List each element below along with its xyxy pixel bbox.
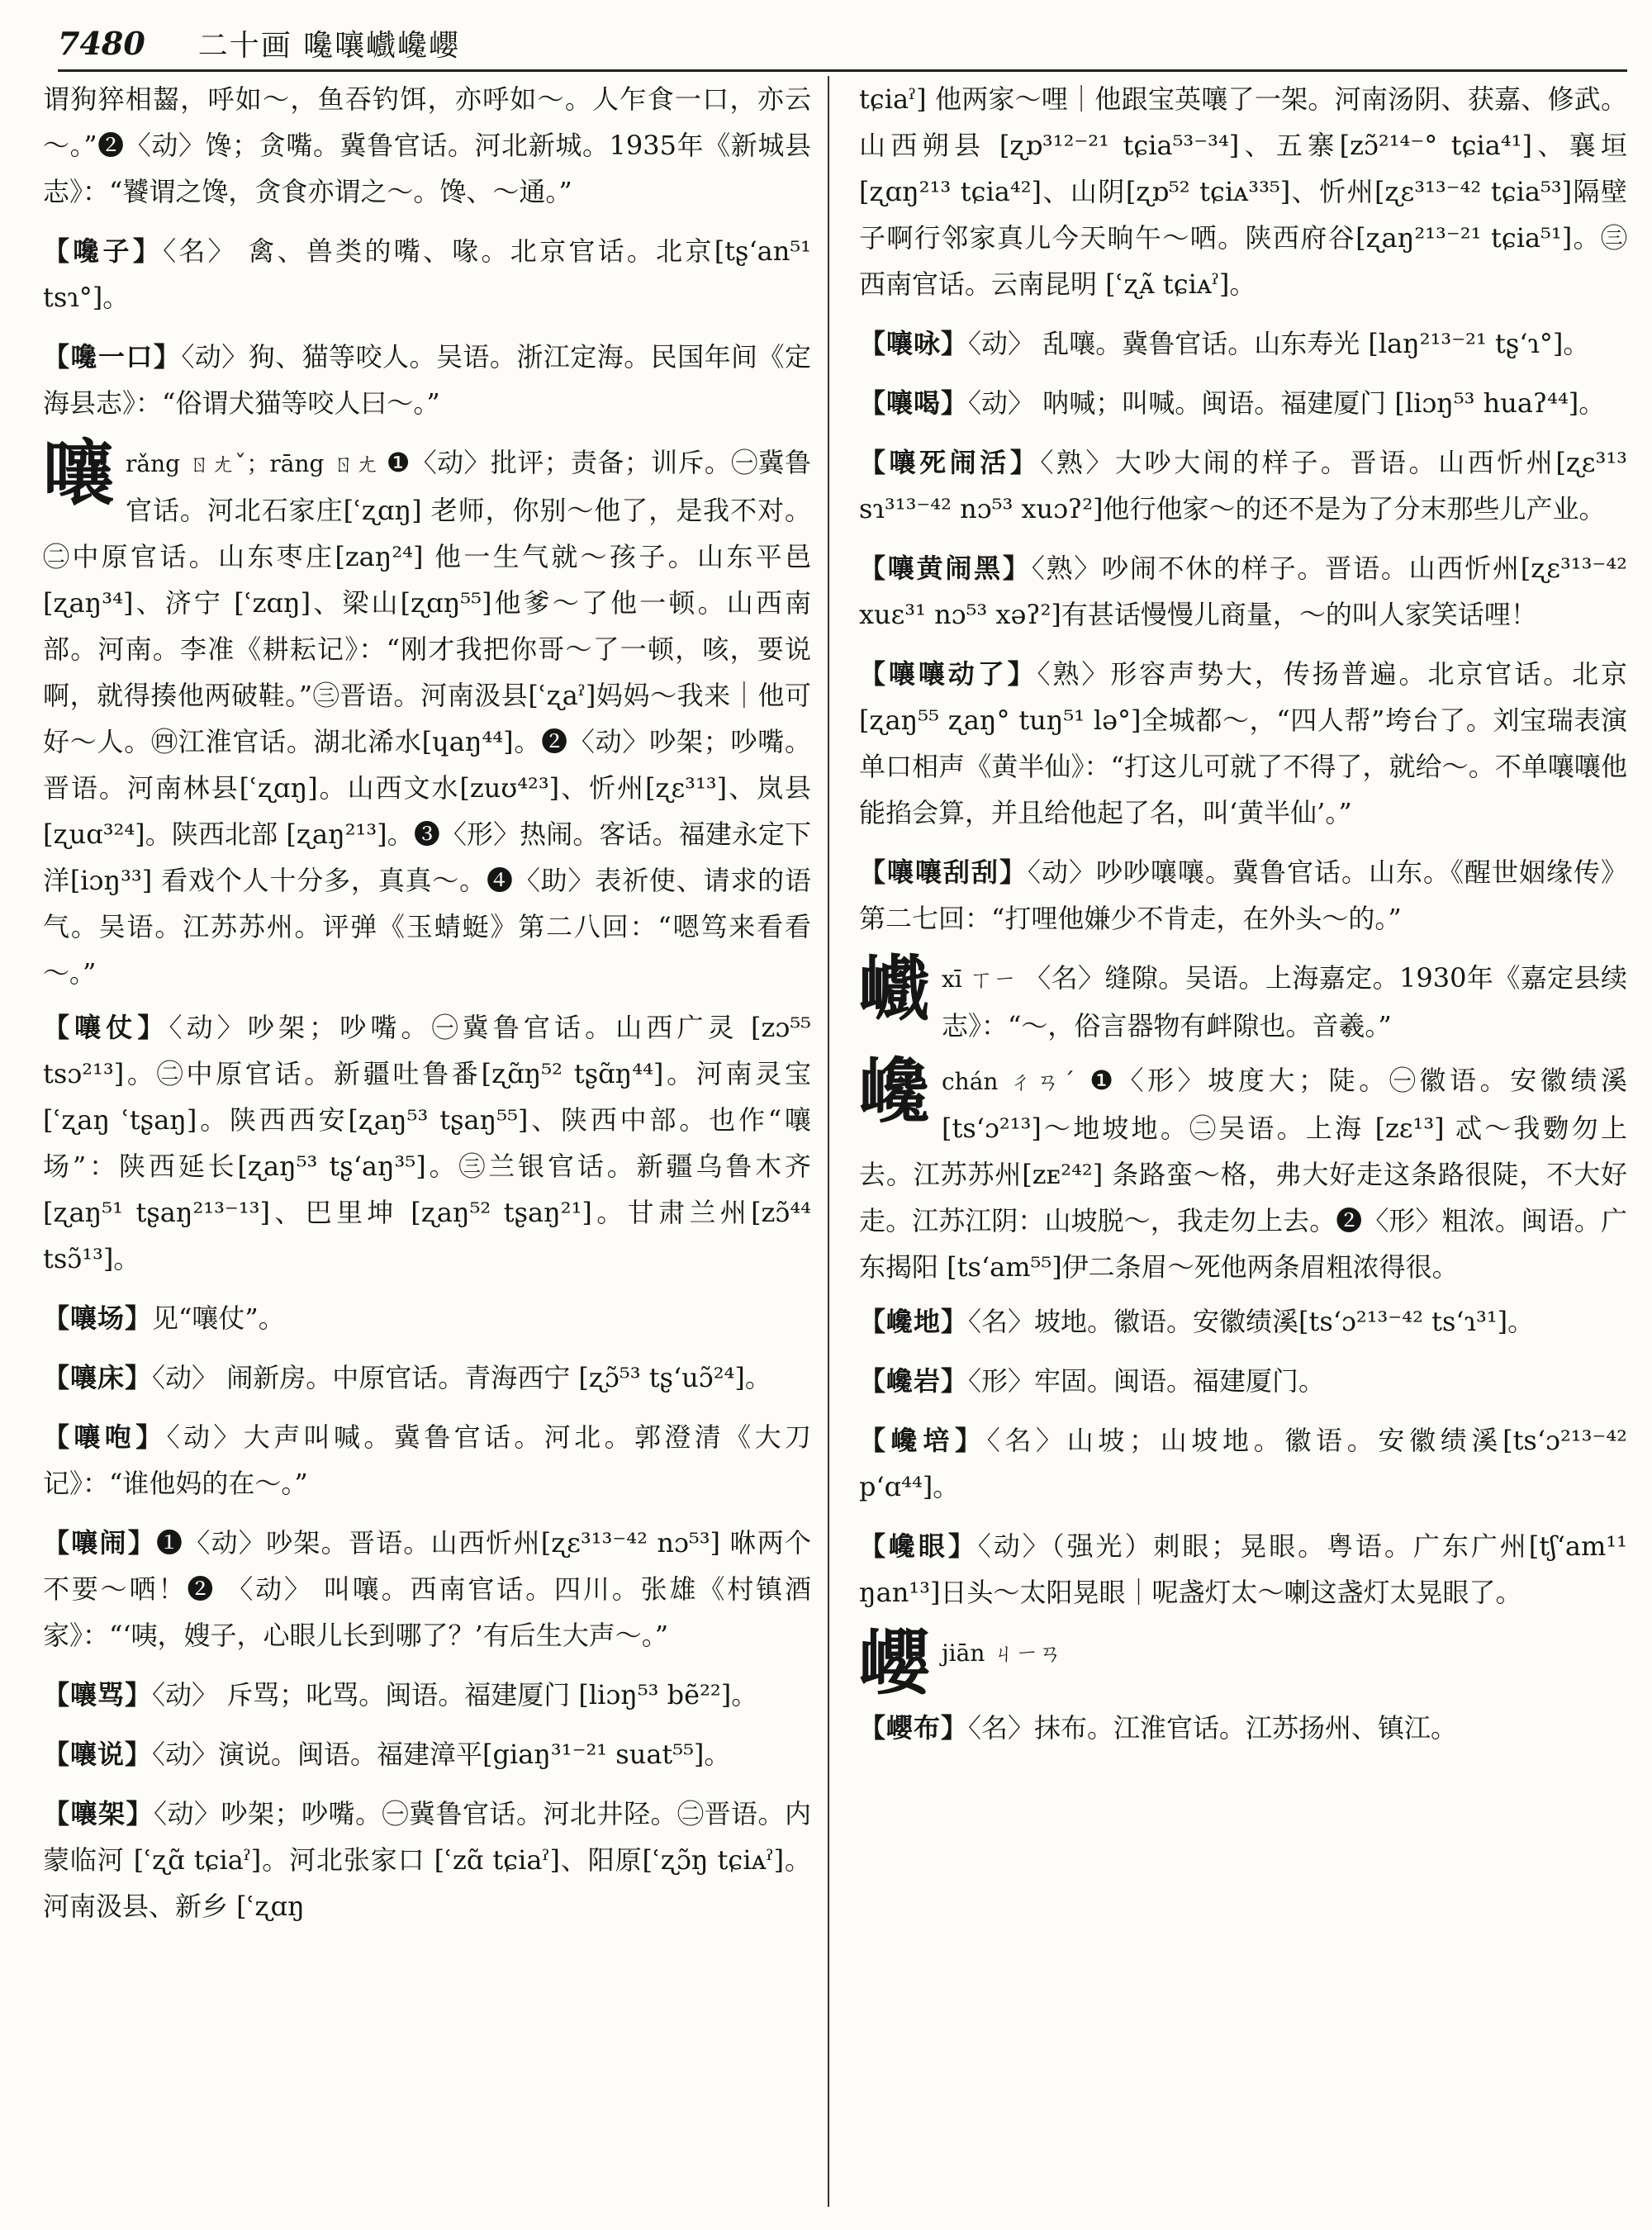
headword: 【嚷说】 (43, 1739, 153, 1770)
header-rule (58, 69, 1627, 72)
running-head (58, 18, 1627, 68)
definition: 〈动〉 呐喊；叫喊。闽语。福建厦门 [liɔŋ⁵³ huaʔ⁴⁴]。 (968, 387, 1606, 419)
sub-entry (43, 1355, 811, 1401)
definition: 〈动〉 斥骂；叱骂。闽语。福建厦门 [liɔŋ⁵³ bẽ²²]。 (152, 1679, 758, 1710)
character-entry (859, 1050, 1627, 1290)
head-character: 巇 (859, 947, 930, 1031)
definition: ❶〈动〉吵架。晋语。山西忻州[ʐɛ³¹³⁻⁴² nɔ⁵³] 咻两个不要～哂！❷ 〈动〉 叫嚷。西南官话。四川。张雄《村镇酒家》：“‘咦，嫂子，心眼儿长到哪了？’有后生大声～。” (43, 1527, 811, 1651)
headword: 【嚷喝】 (859, 387, 969, 419)
pinyin: xī ㄒㄧ (942, 966, 1025, 993)
pinyin: jiān ㄐㄧㄢ (942, 1639, 1062, 1667)
sub-entry (859, 1358, 1627, 1404)
sub-entry (859, 849, 1627, 942)
column-divider (828, 76, 829, 2207)
definition: 〈动〉吵架；吵嘴。㊀冀鲁官话。山西广灵 [zɔ⁵⁵ tsɔ²¹³]。㊁中原官话。新疆吐鲁番[ʐɑ̃ŋ⁵² tʂɑ̃ŋ⁴⁴]。河南灵宝[ʿʐaŋ ʿtʂaŋ]。陕西西安[ʐaŋ⁵³ tʂaŋ⁵⁵]、陕西中部。也作“嚷场”：陕西延长[ʐaŋ⁵³ tʂʻaŋ³⁵]。㊂兰银官话。新疆乌鲁木齐 [ʐaŋ⁵¹ tʂaŋ²¹³⁻¹³]、巴里坤 [ʐaŋ⁵² tʂaŋ²¹]。甘肃兰州[zɔ̃⁴⁴ tsɔ̃¹³]。 (43, 1012, 811, 1274)
sub-entry (43, 1295, 811, 1341)
headword: 【嚷咆】 (43, 1421, 167, 1453)
sub-entry (859, 651, 1627, 836)
entry-continuation: 谓狗猝相齧，呼如～，鱼吞钓饵，亦呼如～。人乍食一口，亦云～。”❷〈动〉馋；贪嘴。冀鲁官话。河北新城。1935年《新城县志》：“饕谓之馋，贪食亦谓之～。馋、～通。” (43, 83, 811, 207)
headword: 【嚷床】 (43, 1362, 153, 1393)
sub-entry (859, 1705, 1627, 1751)
definition: 〈熟〉大吵大闹的样子。晋语。山西忻州[ʐɛ³¹³ sɿ³¹³⁻⁴² nɔ⁵³ xuɔʔ²]他行他家～的还不是为了分末那些儿产业。 (859, 447, 1627, 524)
definition: ❶〈动〉批评；责备；训斥。㊀冀鲁官话。河北石家庄[ʿʐɑŋ] 老师，你别～他了，是我不对。㊁中原官话。山东枣庄[zaŋ²⁴] 他一生气就～孩子。山东平邑 [ʐaŋ³⁴]、济宁 [ʿzɑŋ]、梁山[ʐɑŋ⁵⁵]他爹～了他一顿。山西南部。河南。李准《耕耘记》：“刚才我把你哥～了一顿，咳，要说啊，就得揍他两破鞋。”㊂晋语。河南汲县[ʿʐaˀ]妈妈～我来｜他可好～人。㊃江淮官话。湖北浠水[ɥaŋ⁴⁴]。❷〈动〉吵架；吵嘴。晋语。河南林县[ʿʐɑŋ]。山西文水[zuʊ⁴²³]、忻州[ʐɛ³¹³]、岚县 [ʐuɑ³²⁴]。陕西北部 [ʐaŋ²¹³]。❸〈形〉热闹。客话。福建永定下洋[iɔŋ³³] 看戏个人十分多，真真～。❹〈助〉表祈使、请求的语气。吴语。江苏苏州。评弹《玉蜻蜓》第二八回：“嗯笃来看看～。” (43, 447, 811, 989)
headword: 【嚷死闹活】 (859, 447, 1041, 478)
character-entry (859, 947, 1627, 1049)
sub-entry (859, 320, 1627, 367)
definition: 〈名〉山坡；山坡地。徽语。安徽绩溪[tsʻɔ²¹³⁻⁴² pʻɑ⁴⁴]。 (859, 1425, 1627, 1502)
definition: 〈动〉（强光）刺眼；晃眼。粤语。广东广州[tʃʻam¹¹ ŋan¹³]日头～太阳晃眼｜呢盏灯太～喇这盏灯太晃眼了。 (859, 1530, 1627, 1608)
headword: 【巉培】 (859, 1425, 987, 1456)
definition: 〈动〉 闹新房。中原官话。青海西宁 [ʐɔ̃⁵³ tʂʻuɔ̃²⁴]。 (152, 1362, 771, 1393)
sub-entry (43, 1672, 811, 1718)
sub-entry (859, 1523, 1627, 1616)
definition: 〈名〉 禽、兽类的嘴、喙。北京官话。北京[tʂʻan⁵¹ tsɿ°]。 (43, 235, 811, 313)
headword: 【嚷场】 (43, 1302, 153, 1334)
headword: 【嚷骂】 (43, 1679, 153, 1710)
sub-entry (43, 1791, 811, 1929)
page-number: 7480 (58, 24, 145, 62)
definition: 〈动〉 乱嚷。冀鲁官话。山东寿光 [laŋ²¹³⁻²¹ tʂʻɿ°]。 (968, 328, 1590, 359)
headword: 【嚷嚷刮刮】 (859, 856, 1028, 888)
character-entry (859, 1621, 1627, 1705)
definition: 〈动〉大声叫喊。冀鲁官话。河北。郭澄清《大刀记》：“谁他妈的在～。” (43, 1421, 811, 1499)
pinyin: rǎng ㄖㄤˇ；rāng ㄖㄤ (126, 450, 387, 477)
headword: 【嚷仗】 (43, 1012, 169, 1043)
headword: 【巉眼】 (859, 1530, 978, 1562)
definition: 〈名〉坡地。徽语。安徽绩溪[tsʻɔ²¹³⁻⁴² tsʻɿ³¹]。 (968, 1306, 1535, 1337)
left-column (43, 76, 811, 2215)
head-character: 巊 (859, 1621, 930, 1705)
character-entry (43, 432, 811, 996)
headword: 【嚵子】 (43, 235, 164, 267)
definition: ❶〈形〉坡度大；陡。㊀徽语。安徽绩溪[tsʻɔ²¹³]～地坡地。㊁吴语。上海 [zɛ¹³] 忒～我覅勿上去。江苏苏州[zᴇ²⁴²] 条路蛮～格，弗大好走这条路很陡，不大好走。江苏江阴：山坡脱～，我走勿上去。❷〈形〉粗浓。闽语。广东揭阳 [tsʻam⁵⁵]伊二条眉～死他两条眉粗浓得很。 (859, 1065, 1627, 1283)
definition: 〈名〉抹布。江淮官话。江苏扬州、镇江。 (968, 1712, 1458, 1744)
definition: 见“嚷仗”。 (152, 1302, 285, 1334)
sub-entry (43, 334, 811, 426)
sub-entry (859, 439, 1627, 532)
definition: 〈动〉演说。闽语。福建漳平[giaŋ³¹⁻²¹ suat⁵⁵]。 (152, 1739, 731, 1770)
definition: 〈动〉狗、猫等咬人。吴语。浙江定海。民国年间《定海县志》：“俗谓犬猫等咬人曰～。” (43, 341, 811, 419)
entry-continuation: tɕiaˀ] 他两家～哩｜他跟宝英嚷了一架。河南汤阴、获嘉、修武。山西朔县 [ʐɒ³¹²⁻²¹ tɕia⁵³⁻³⁴]、五寨[zɔ̃²¹⁴⁻° tɕia⁴¹]、襄垣[ʐɑŋ²¹³ tɕia⁴²]、山阴[ʐɒ⁵² tɕiᴀ³³⁵]、忻州[ʐɛ³¹³⁻⁴² tɕia⁵³]隔壁子啊行邻家真儿今天晌午～哂。陕西府谷[ʐaŋ²¹³⁻²¹ tɕia⁵¹]。㊂西南官话。云南昆明 [ʿʐᴀ̃ tɕiᴀˀ]。 (859, 83, 1627, 300)
headword: 【巉地】 (859, 1306, 969, 1337)
headword: 【嚷黄闹黑】 (859, 553, 1032, 584)
headword: 【巊布】 (859, 1712, 969, 1744)
headword: 【嚷闹】 (43, 1527, 157, 1559)
headword: 【嚷架】 (43, 1798, 154, 1829)
sub-entry (43, 1731, 811, 1777)
sub-entry (859, 545, 1627, 638)
pinyin: chán ㄔㄢˊ (942, 1068, 1090, 1095)
headword: 【嚵一口】 (43, 341, 182, 372)
sub-entry (43, 1414, 811, 1506)
right-column (859, 76, 1627, 2215)
sub-entry (43, 1520, 811, 1658)
definition: 〈熟〉形容声势大，传扬普遍。北京官话。北京[ʐaŋ⁵⁵ ʐaŋ° tuŋ⁵¹ lə°]全城都～，“四人帮”垮台了。刘宝瑞表演单口相声《黄半仙》：“打这儿可就了不得了，就给～。不单嚷嚷他能掐会算，并且给他起了名，叫‘黄半仙’。” (859, 658, 1627, 828)
head-character: 嚷 (43, 432, 114, 515)
headword: 【嚷嚷动了】 (859, 658, 1037, 690)
sub-entry (859, 1417, 1627, 1510)
head-character: 巉 (859, 1050, 930, 1133)
sub-entry (859, 380, 1627, 426)
running-head-title: 二十画 嚵嚷巇巉巊 (197, 28, 461, 63)
sub-entry (43, 1004, 811, 1282)
headword: 【巉岩】 (859, 1365, 969, 1397)
definition: 〈形〉牢固。闽语。福建厦门。 (968, 1365, 1326, 1397)
sub-entry (43, 228, 811, 320)
sub-entry (859, 1298, 1627, 1345)
headword: 【嚷咏】 (859, 328, 969, 359)
definition: 〈熟〉吵闹不休的样子。晋语。山西忻州[ʐɛ³¹³⁻⁴² xuɛ³¹ nɔ⁵³ xəʔ²]有甚话慢慢儿商量，～的叫人家笑话哩！ (859, 553, 1627, 630)
definition: 〈动〉吵吵嚷嚷。冀鲁官话。山东。《醒世姻缘传》第二七回：“打哩他嫌少不肯走，在外头～的。” (859, 856, 1627, 934)
definition: 〈动〉吵架；吵嘴。㊀冀鲁官话。河北井陉。㊁晋语。内蒙临河 [ʿʐɑ̃ tɕiaˀ]。河北张家口 [ʿzɑ̃ tɕiaˀ]、阳原[ʿʐɔ̃ŋ tɕiᴀˀ]。河南汲县、新乡 [ʿʐɑŋ (43, 1798, 811, 1922)
definition: 〈名〉缝隙。吴语。上海嘉定。1930年《嘉定县续志》：“～，俗言器物有衅隙也。音羲。” (942, 962, 1627, 1041)
